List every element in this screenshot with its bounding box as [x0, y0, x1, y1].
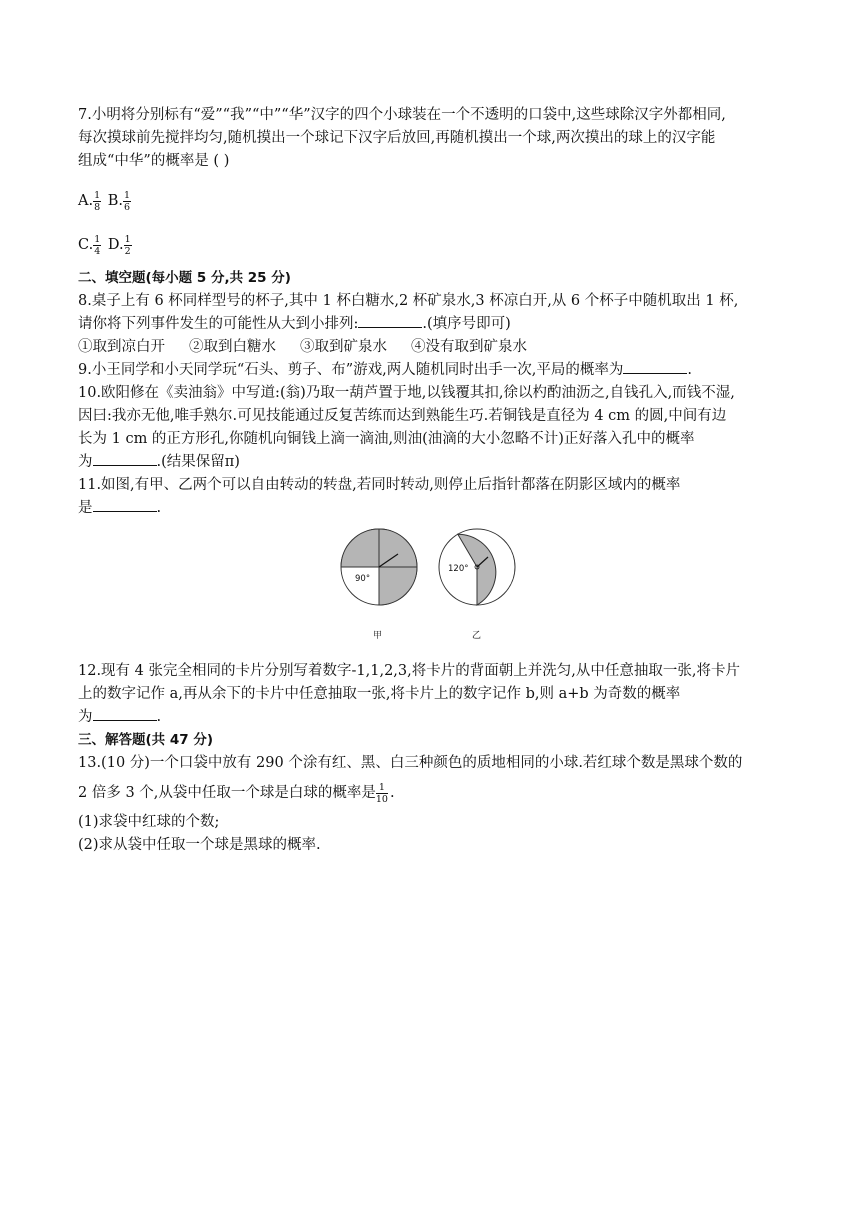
question-9: 9.小王同学和小天同学玩“石头、剪子、布”游戏,两人随机同时出手一次,平局的概率为 .: [78, 359, 784, 382]
q10-line-4: 为 .(结果保留π): [78, 451, 784, 474]
option-a-fraction: $\frac{1}{8}$: [94, 189, 101, 213]
question-7: [78, 104, 784, 173]
spinner-labels-svg: [336, 624, 536, 644]
answer-blank[interactable]: [358, 313, 422, 328]
q7-line-2: 每次摸球前先搅拌均匀,随机摸出一个球记下汉字后放回,再随机摸出一个球,两次摸出的球上的汉字能: [78, 130, 716, 146]
q11-line-1: 11.如图,有甲、乙两个可以自由转动的转盘,若同时转动,则停止后指针都落在阴影区域内的概率: [78, 477, 681, 493]
answer-blank[interactable]: [93, 706, 157, 721]
question-13: [78, 752, 784, 857]
q11-line-2: 是 .: [78, 497, 784, 520]
q8-line-2: 请你将下列事件发生的可能性从大到小排列: .(填序号即可): [78, 313, 784, 336]
q8-choice-3: ③取到矿泉水: [300, 339, 387, 355]
option-c-fraction: $\frac{1}{4}$: [94, 233, 101, 257]
option-a[interactable]: A. $\frac{1}{8}$: [78, 189, 101, 213]
spinners-svg: [336, 524, 536, 618]
q13-sub-2: (2)求从袋中任取一个球是黑球的概率.: [78, 837, 321, 853]
section-fill-in-title: 二、填空题(每小题 5 分,共 25 分): [78, 270, 291, 286]
q8-line-1: 8.桌子上有 6 杯同样型号的杯子,其中 1 杯白糖水,2 杯矿泉水,3 杯凉白开,从 6 个杯子中随机取出 1 杯,: [78, 293, 739, 309]
q7-line-1: 7.小明将分别标有“爱”“我”“中”“华”汉字的四个小球装在一个不透明的口袋中,这些球除汉字外都相同,: [78, 107, 726, 123]
spinner-yi-angle: 120°: [448, 564, 469, 574]
question-12: [78, 660, 784, 729]
q8-choice-1: ①取到凉白开: [78, 339, 165, 355]
spinner-jia: [341, 529, 417, 605]
option-d[interactable]: D. $\frac{1}{2}$: [107, 233, 131, 257]
q13-sub-1: (1)求袋中红球的个数;: [78, 814, 220, 830]
q8-choices: [78, 336, 784, 359]
q10-line-2: 因曰:我亦无他,唯手熟尔.可见技能通过反复苦练而达到熟能生巧.若铜钱是直径为 4 cm 的圆,中间有边: [78, 408, 727, 424]
spinner-yi-label: 乙: [472, 631, 482, 641]
q13-line-1: 13.(10 分)一个口袋中放有 290 个涂有红、黑、白三种颜色的质地相同的小球.若红球个数是黑球个数的: [78, 755, 743, 771]
q12-line-2: 上的数字记作 a,再从余下的卡片中任意抽取一张,将卡片上的数字记作 b,则 a+b 为奇数的概率: [78, 686, 681, 702]
exam-page: [78, 104, 784, 857]
spinner-jia-label: 甲: [373, 631, 383, 641]
answer-blank[interactable]: [623, 359, 687, 374]
spinner-yi: [439, 529, 515, 605]
q10-line-1: 10.欧阳修在《卖油翁》中写道:(翁)乃取一葫芦置于地,以钱覆其扣,徐以杓酌油沥之,自钱孔入,而钱不湿,: [78, 385, 735, 401]
q7-options-row-2: [78, 223, 784, 267]
q12-line-1: 12.现有 4 张完全相同的卡片分别写着数字-1,1,2,3,将卡片的背面朝上并洗匀,从中任意抽取一张,将卡片: [78, 663, 740, 679]
q7-options-row-1: [78, 179, 784, 223]
answer-blank[interactable]: [93, 497, 157, 512]
option-b[interactable]: B. $\frac{1}{6}$: [107, 189, 131, 213]
q13-line-2: 2 倍多 3 个,从袋中任取一个球是白球的概率是 $\frac{1}{10}$ .: [78, 781, 395, 805]
section-answer-title: 三、解答题(共 47 分): [78, 732, 214, 748]
option-c[interactable]: C. $\frac{1}{4}$: [78, 233, 101, 257]
option-b-fraction: $\frac{1}{6}$: [124, 189, 131, 213]
question-8: [78, 290, 784, 359]
q8-choice-2: ②取到白糖水: [189, 339, 276, 355]
question-11: [78, 474, 784, 520]
question-10: [78, 382, 784, 474]
q8-choice-4: ④没有取到矿泉水: [411, 339, 527, 355]
q13-fraction: $\frac{1}{10}$: [375, 781, 388, 805]
answer-blank[interactable]: [93, 451, 157, 466]
option-d-fraction: $\frac{1}{2}$: [124, 233, 131, 257]
spinner-jia-angle: 90°: [355, 574, 371, 584]
q7-line-3: 组成“中华”的概率是 ( ): [78, 153, 230, 169]
spinner-figure: [78, 520, 784, 660]
q10-line-3: 长为 1 cm 的正方形孔,你随机向铜钱上滴一滴油,则油(油滴的大小忽略不计)正好落入孔中的概率: [78, 431, 695, 447]
q12-line-3: 为 .: [78, 706, 784, 729]
